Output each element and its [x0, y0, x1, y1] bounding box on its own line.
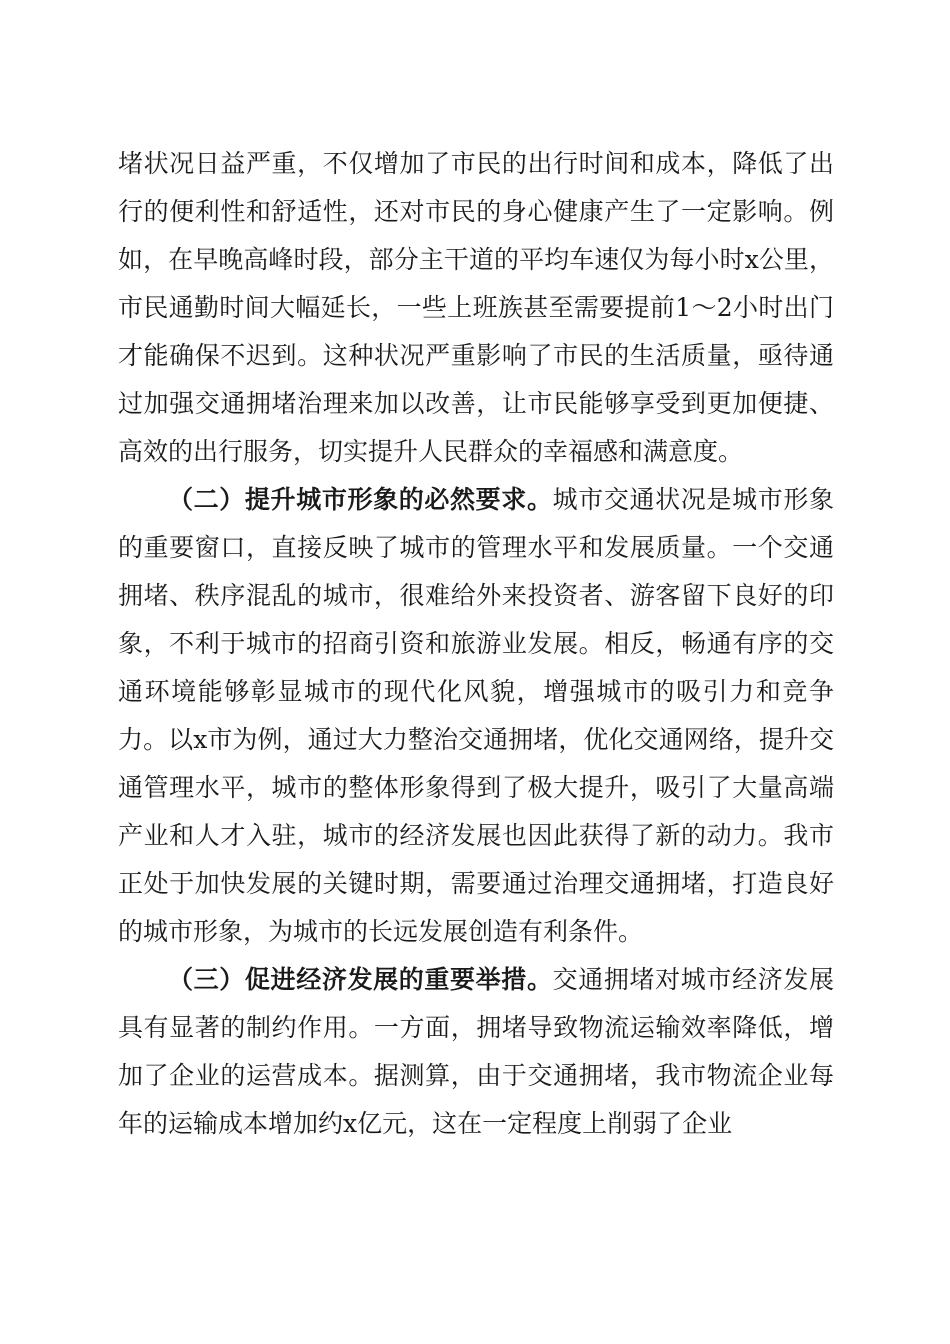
document-body [118, 140, 834, 1148]
paragraph-body: 交通拥堵对城市经济发展具有显著的制约作用。一方面，拥堵导致物流运输效率降低，增加了企业的运营成本。据测算，由于交通拥堵，我市物流企业每年的运输成本增加约x亿元，这在一定程度上削弱了企业 [118, 965, 834, 1138]
paragraph-body: 堵状况日益严重，不仅增加了市民的出行时间和成本，降低了出行的便利性和舒适性，还对市民的身心健康产生了一定影响。例如，在早晚高峰时段，部分主干道的平均车速仅为每小时x公里，市民通勤时间大幅延长，一些上班族甚至需要提前1～2小时出门才能确保不迟到。这种状况严重影响了市民的生活质量，亟待通过加强交通拥堵治理来加以改善，让市民能够享受到更加便捷、高效的出行服务，切实提升人民群众的幸福感和满意度。 [118, 149, 834, 466]
section-heading: （三）促进经济发展的重要举措。 [168, 965, 553, 994]
section-heading: （二）提升城市形象的必然要求。 [168, 485, 553, 514]
paragraph-section-3 [118, 956, 834, 1148]
paragraph-section-2 [118, 476, 834, 956]
paragraph-body: 城市交通状况是城市形象的重要窗口，直接反映了城市的管理水平和发展质量。一个交通拥堵、秩序混乱的城市，很难给外来投资者、游客留下良好的印象，不利于城市的招商引资和旅游业发展。相反，畅通有序的交通环境能够彰显城市的现代化风貌，增强城市的吸引力和竞争力。以x市为例，通过大力整治交通拥堵，优化交通网络，提升交通管理水平，城市的整体形象得到了极大提升，吸引了大量高端产业和人才入驻，城市的经济发展也因此获得了新的动力。我市正处于加快发展的关键时期，需要通过治理交通拥堵，打造良好的城市形象，为城市的长远发展创造有利条件。 [118, 485, 834, 946]
paragraph-continuation [118, 140, 834, 476]
